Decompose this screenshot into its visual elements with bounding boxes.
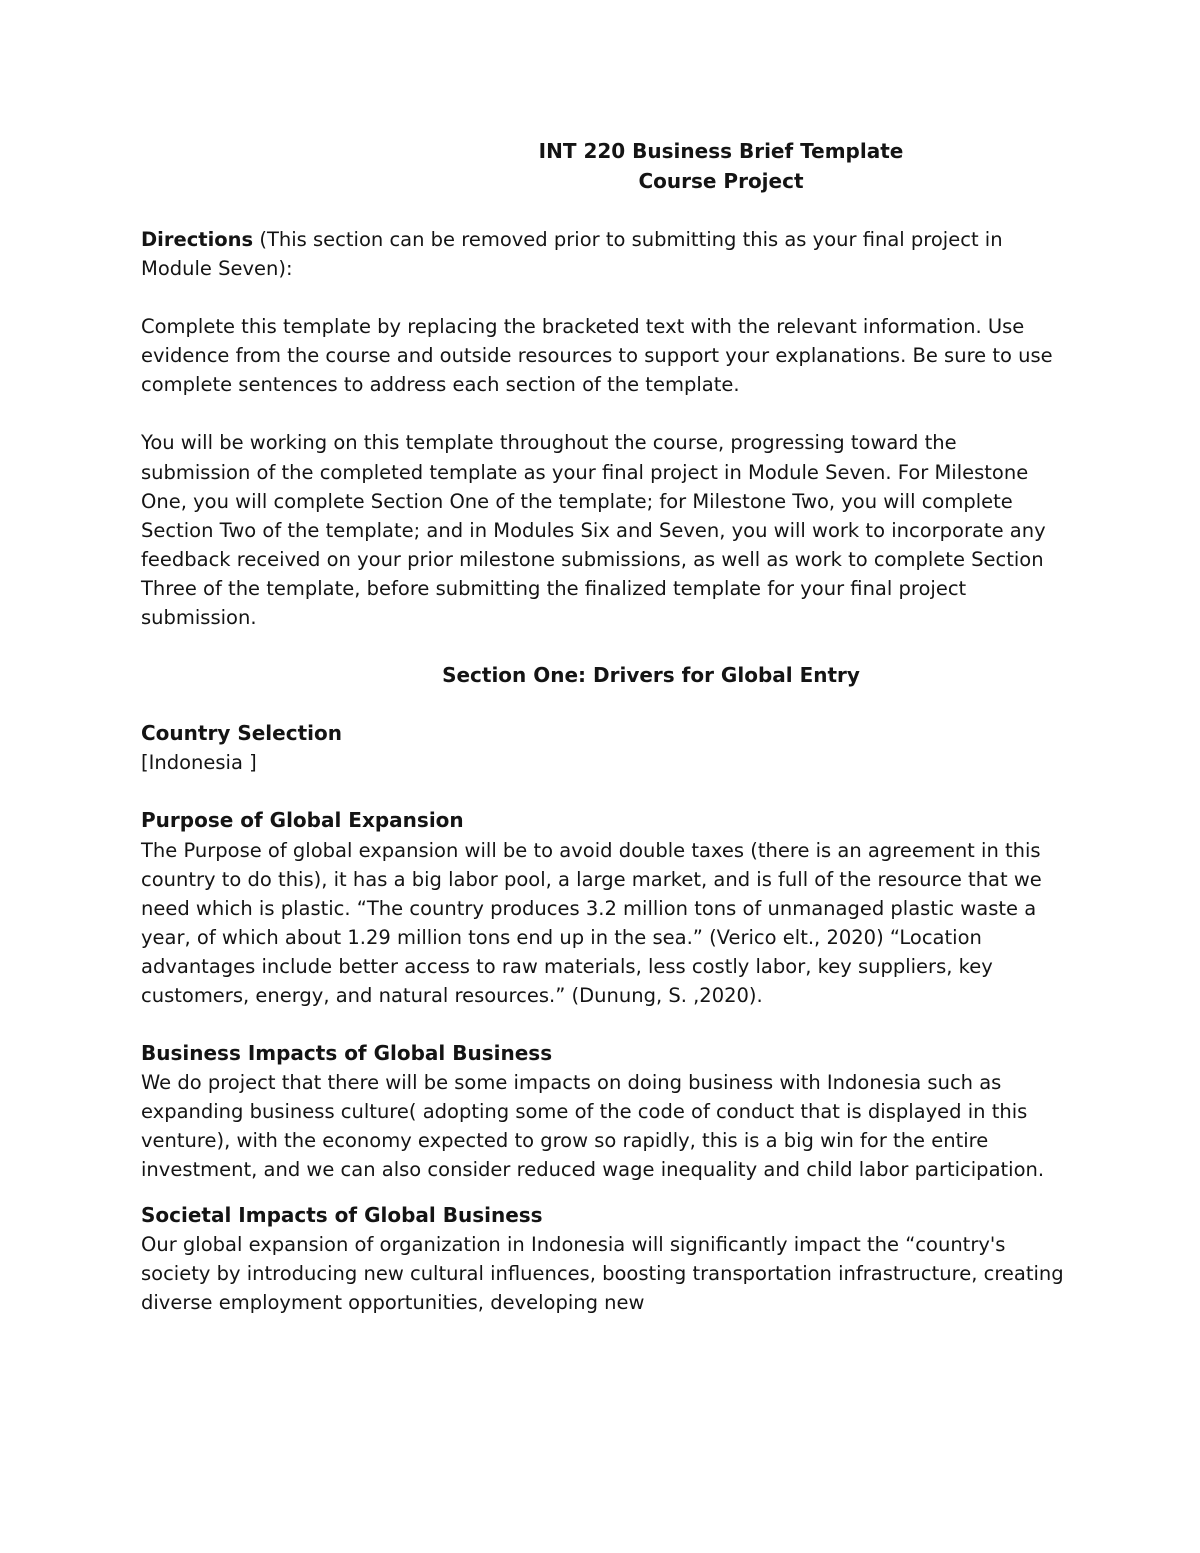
business-impacts-heading: Business Impacts of Global Business xyxy=(141,1041,553,1066)
document-subtitle: Course Project xyxy=(638,168,804,193)
document-body xyxy=(141,137,1066,1317)
document-title: INT 220 Business Brief Template xyxy=(538,139,904,163)
directions-label: Directions xyxy=(141,228,254,251)
country-selection-value: [Indonesia ] xyxy=(141,751,257,775)
directions-paragraph xyxy=(141,225,1066,283)
business-impacts-block xyxy=(141,1039,1066,1184)
purpose-text: The Purpose of global expansion will be to avoid double taxes (there is an agreement in this country to do this), it has a big labor pool, a large market, and is full of the resource that we need which is plastic. “The country produces 3.2 million tons of unmanaged plastic waste a year, of which about 1.29 million tons end up in the sea.” (Verico elt., 2020) “Location advantages include better access to raw materials, less costly labor, key suppliers, key customers, energy, and natural resources.” (Dunung, S. ,2020). xyxy=(141,838,1042,1007)
country-selection-heading: Country Selection xyxy=(141,721,342,746)
societal-impacts-text: Our global expansion of organization in Indonesia will significantly impact the “country's society by introducing new cultural influences, boosting transportation infrastructure, creating diverse employment opportunities, developing new xyxy=(141,1232,1064,1314)
directions-note: (This section can be removed prior to submitting this as your final project in Module Seven): xyxy=(141,228,1003,281)
societal-impacts-heading: Societal Impacts of Global Business xyxy=(141,1202,543,1227)
section-one-title: Section One: Drivers for Global Entry xyxy=(442,663,860,688)
societal-impacts-block xyxy=(141,1201,1066,1317)
country-selection-block xyxy=(141,719,1066,777)
purpose-heading: Purpose of Global Expansion xyxy=(141,808,464,833)
instructions-paragraph: Complete this template by replacing the bracketed text with the relevant information. Use evidence from the course and outside resources to support your explanations. Be sure to use complete sentences to address each section of the template. xyxy=(141,315,1053,397)
title-block xyxy=(371,137,1071,196)
milestones-paragraph: You will be working on this template throughout the course, progressing toward the submission of the completed template as your final project in Module Seven. For Milestone One, you will complete Section One of the template; for Milestone Two, you will complete Section Two of the template; and in Modules Six and Seven, you will work to incorporate any feedback received on your prior milestone submissions, as well as work to complete Section Three of the template, before submitting the finalized template for your final project submission. xyxy=(141,431,1046,630)
business-impacts-text: We do project that there will be some impacts on doing business with Indonesia such as expanding business culture( adopting some of the code of conduct that is displayed in this venture), with the economy expected to grow so rapidly, this is a big win for the entire investment, and we can also consider reduced wage inequality and child labor participation. xyxy=(141,1071,1045,1182)
purpose-block xyxy=(141,806,1066,1010)
